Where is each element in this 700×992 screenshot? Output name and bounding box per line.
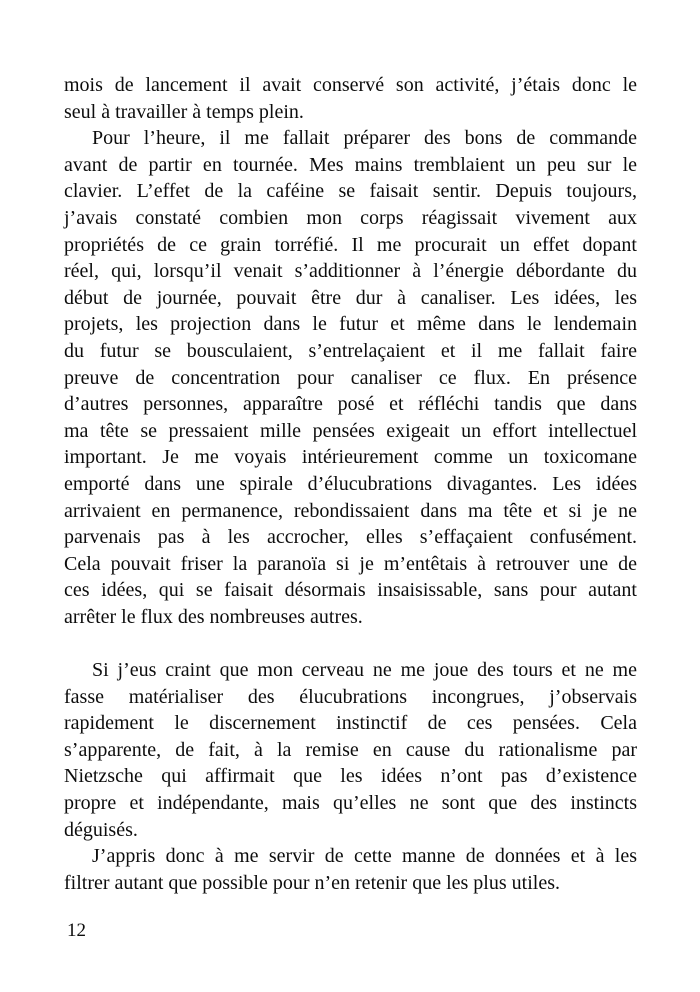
text-line: réel, qui, lorsqu’il venait s’additionner à l’énergie débordante du (64, 260, 637, 283)
text-line: important. Je me voyais intérieurement comme un toxicomane (64, 446, 637, 469)
paragraph (64, 657, 637, 843)
text-line: arrêter le flux des nombreuses autres. (64, 605, 363, 628)
paragraph (64, 843, 637, 896)
text-line: début de journée, pouvait être dur à canaliser. Les idées, les (64, 286, 637, 309)
paragraph (64, 72, 637, 125)
text-line: parvenais pas à les accrocher, elles s’effaçaient confusément. (64, 526, 637, 549)
text-line: rapidement le discernement instinctif de ces pensées. Cela (64, 712, 637, 735)
text-line: preuve de concentration pour canaliser ce flux. En présence (64, 366, 637, 389)
text-line: ces idées, qui se faisait désormais insaisissable, sans pour autant (64, 579, 637, 602)
text-line: filtrer autant que possible pour n’en retenir que les plus utiles. (64, 871, 560, 894)
text-line: Si j’eus craint que mon cerveau ne me joue des tours et ne me (92, 659, 637, 682)
text-line: emporté dans une spirale d’élucubrations divagantes. Les idées (64, 472, 637, 495)
text-line: mois de lancement il avait conservé son activité, j’étais donc le (64, 74, 637, 96)
text-line: Cela pouvait friser la paranoïa si je m’entêtais à retrouver une de (64, 552, 637, 575)
text-line: Nietzsche qui affirmait que les idées n’ont pas d’existence (64, 765, 637, 788)
text-line: ma tête se pressaient mille pensées exigeait un effort intellectuel (64, 419, 637, 442)
text-line: du futur se bousculaient, s’entrelaçaient et il me fallait faire (64, 339, 637, 362)
text-line: projets, les projection dans le futur et même dans le lendemain (64, 313, 637, 336)
text-line: déguisés. (64, 818, 138, 841)
page-number: 12 (67, 920, 86, 941)
text-line: fasse matérialiser des élucubrations incongrues, j’observais (64, 685, 637, 708)
text-line: avant de partir en tournée. Mes mains tremblaient un peu sur le (64, 153, 637, 176)
text-line: d’autres personnes, apparaître posé et réfléchi tandis que dans (64, 393, 637, 416)
text-line: propriétés de ce grain torréfié. Il me procurait un effet dopant (64, 233, 637, 256)
text-line: propre et indépendante, mais qu’elles ne sont que des instincts (64, 792, 637, 815)
text-line: s’apparente, de fait, à la remise en cause du rationalisme par (64, 738, 637, 761)
text-line: j’avais constaté combien mon corps réagissait vivement aux (64, 206, 637, 229)
page-text (64, 72, 637, 896)
text-line: arrivaient en permanence, rebondissaient dans ma tête et si je ne (64, 499, 637, 522)
text-line: Pour l’heure, il me fallait préparer des bons de commande (92, 127, 637, 150)
text-line: clavier. L’effet de la caféine se faisait sentir. Depuis toujours, (64, 180, 637, 203)
text-line: J’appris donc à me servir de cette manne de données et à les (92, 845, 637, 868)
paragraph (64, 125, 637, 630)
text-line: seul à travailler à temps plein. (64, 100, 304, 123)
